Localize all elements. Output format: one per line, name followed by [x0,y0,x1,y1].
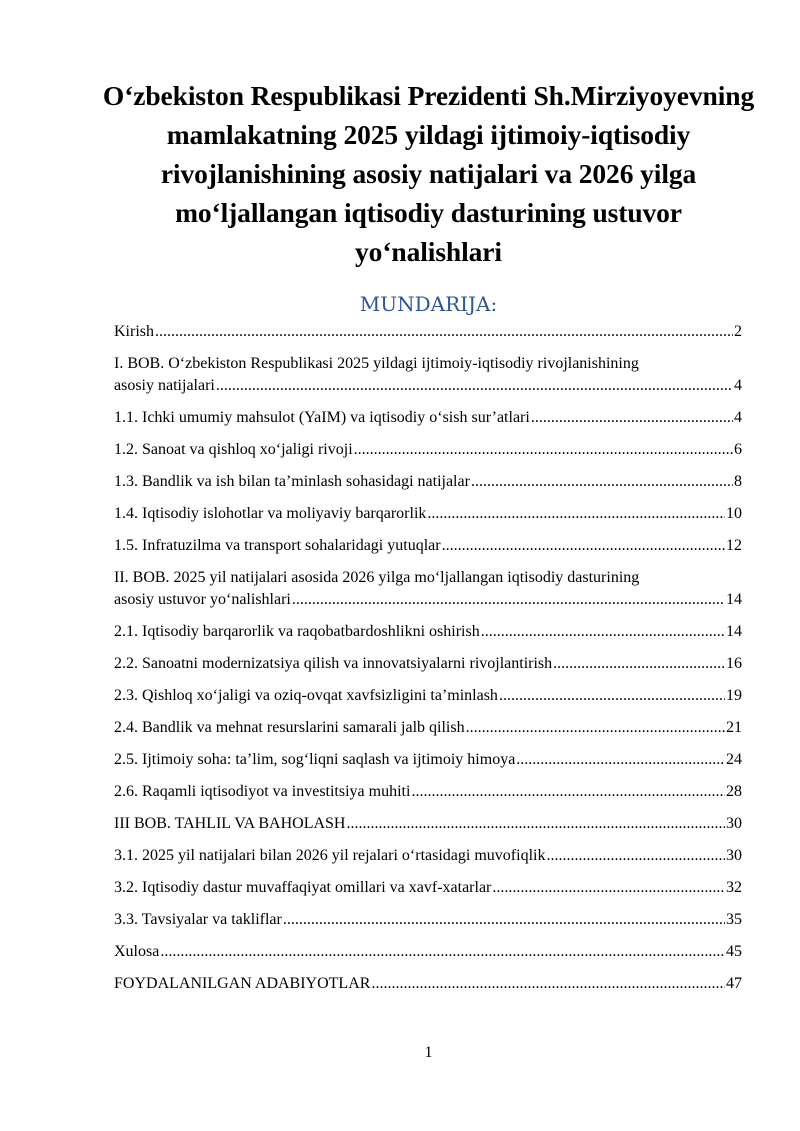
toc-leader-dots [346,813,725,835]
toc-leader-dots [546,845,725,867]
toc-entry-text: 3.2. Iqtisodiy dastur muvaffaqiyat omillari va xavf-xatarlar [114,879,492,896]
toc-entry-page: 21 [726,719,742,736]
toc-entry-text: FOYDALANILGAN ADABIYOTLAR [114,975,371,992]
document-title: O‘zbekiston Respublikasi Prezidenti Sh.Mirziyoyevning mamlakatning 2025 yildagi ijtimoiy-iqtisodiy rivojlanishining asosiy natijalari va 2026 yilga mo‘ljallangan iqtisodiy dasturining ustuvor yo‘nalishlari [102,80,755,267]
toc-entry-text: Xulosa [114,943,160,960]
toc-entry-page: 45 [726,943,742,960]
toc-entry-2-3[interactable] [114,685,742,707]
toc-entry-page: 10 [726,505,742,522]
toc-leader-dots [516,749,725,771]
toc-entry-1-1[interactable] [114,407,742,429]
toc-leader-dots [411,781,725,803]
toc-leader-dots [283,909,725,931]
toc-entry-page: 47 [726,975,742,992]
toc-entry-page: 28 [726,783,742,800]
toc-entry-1-3[interactable] [114,471,742,493]
toc-entry-page: 35 [726,911,742,928]
toc-entry-text: Kirish [114,323,154,340]
toc-entry-page: 4 [734,409,742,426]
toc-entry-introduction[interactable] [114,321,742,343]
toc-entry-text-first-line: I. BOB. O‘zbekiston Respublikasi 2025 yildagi ijtimoiy-iqtisodiy rivojlanishining [114,355,639,372]
toc-entry-text-first-line: II. BOB. 2025 yil natijalari asosida 2026 yilga mo‘ljallangan iqtisodiy dasturining [114,569,640,586]
toc-entry-1-5[interactable] [114,535,742,557]
toc-leader-dots [466,717,725,739]
toc-entry-1-2[interactable] [114,439,742,461]
toc-entry-conclusion[interactable] [114,941,742,963]
toc-entry-text: 1.4. Iqtisodiy islohotlar va moliyaviy barqarorlik [114,505,427,522]
toc-entry-2-2[interactable] [114,653,742,675]
toc-entry-text: 3.1. 2025 yil natijalari bilan 2026 yil rejalari o‘rtasidagi muvofiqlik [114,847,546,864]
toc-heading: MUNDARIJA: [359,292,498,316]
toc-entry-2-1[interactable] [114,621,742,643]
toc-entry-text: 2.5. Ijtimoiy soha: ta’lim, sog‘liqni saqlash va ijtimoiy himoya [114,751,516,768]
toc-entry-page: 32 [726,879,742,896]
toc-entry-page: 19 [726,687,742,704]
toc-entry-text: 2.1. Iqtisodiy barqarorlik va raqobatbardoshlikni oshirish [114,623,480,640]
toc-leader-dots [531,407,733,429]
toc-leader-dots [216,375,733,397]
toc-leader-dots [471,471,733,493]
table-of-contents [114,321,742,1005]
toc-entry-chapter-2[interactable] [114,567,742,611]
toc-entry-page: 14 [726,623,742,640]
toc-entry-text: 2.6. Raqamli iqtisodiyot va investitsiya muhiti [114,783,411,800]
toc-entry-2-5[interactable] [114,749,742,771]
toc-entry-text: 1.1. Ichki umumiy mahsulot (YaIM) va iqtisodiy o‘sish sur’atlari [114,409,530,426]
toc-entry-text: 3.3. Tavsiyalar va takliflar [114,911,282,928]
toc-leader-dots [499,685,725,707]
toc-leader-dots [492,877,725,899]
toc-entry-page: 12 [726,537,742,554]
toc-entry-page: 24 [726,751,742,768]
toc-entry-page: 16 [726,655,742,672]
toc-leader-dots [371,973,725,995]
toc-entry-1-4[interactable] [114,503,742,525]
toc-entry-3-2[interactable] [114,877,742,899]
toc-entry-text: 2.3. Qishloq xo‘jaligi va oziq-ovqat xavfsizligini ta’minlash [114,687,498,704]
toc-entry-page: 4 [734,377,742,394]
toc-leader-dots [553,653,725,675]
toc-entry-2-4[interactable] [114,717,742,739]
toc-entry-text: 1.5. Infratuzilma va transport sohalaridagi yutuqlar [114,537,441,554]
toc-entry-3-1[interactable] [114,845,742,867]
toc-entry-chapter-1[interactable] [114,353,742,397]
toc-leader-dots [481,621,725,643]
toc-leader-dots [292,589,725,611]
toc-entry-page: 2 [734,323,742,340]
toc-entry-page: 8 [734,473,742,490]
toc-entry-page: 14 [726,591,742,608]
toc-entry-text: asosiy ustuvor yo‘nalishlari [114,591,291,608]
toc-leader-dots [354,439,733,461]
toc-entry-page: 30 [726,847,742,864]
toc-entry-references[interactable] [114,973,742,995]
toc-entry-page: 30 [726,815,742,832]
toc-entry-text: 1.2. Sanoat va qishloq xo‘jaligi rivoji [114,441,353,458]
toc-entry-page: 6 [734,441,742,458]
toc-entry-3-3[interactable] [114,909,742,931]
toc-entry-text: 2.2. Sanoatni modernizatsiya qilish va innovatsiyalarni rivojlantirish [114,655,553,672]
toc-entry-text: 2.4. Bandlik va mehnat resurslarini samarali jalb qilish [114,719,465,736]
toc-entry-text: asosiy natijalari [114,377,215,394]
toc-entry-text: 1.3. Bandlik va ish bilan ta’minlash sohasidagi natijalar [114,473,470,490]
toc-entry-chapter-3[interactable] [114,813,742,835]
toc-leader-dots [160,941,725,963]
toc-leader-dots [442,535,725,557]
toc-entry-text: III BOB. TAHLIL VA BAHOLASH [114,815,346,832]
toc-leader-dots [427,503,725,525]
toc-entry-2-6[interactable] [114,781,742,803]
page-number: 1 [424,1044,433,1061]
toc-leader-dots [155,321,733,343]
